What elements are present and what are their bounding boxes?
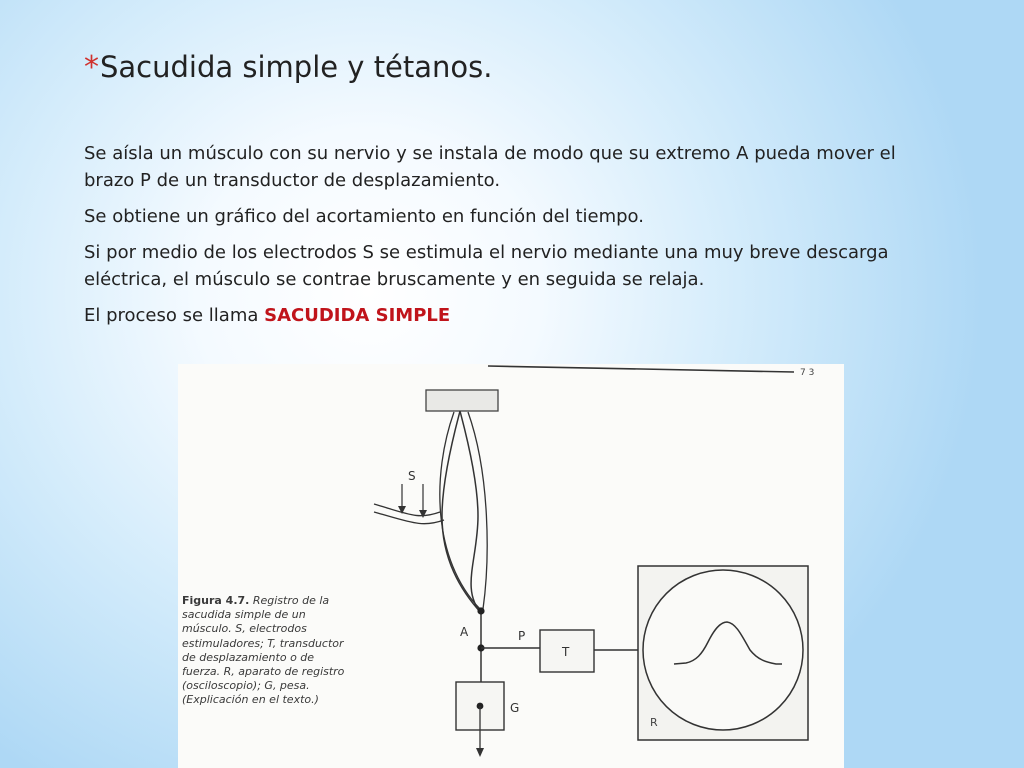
top-rule [488, 366, 794, 372]
label-p: P [518, 629, 526, 643]
slide-title [84, 50, 493, 85]
label-r: R [650, 716, 658, 729]
label-g: G [510, 701, 520, 715]
clamp-block [426, 390, 498, 411]
caption-text: Registro de la sacudida simple de un músculo. S, electrodos estimuladores; T, transductor de desplazamiento o de fuerza. R, aparato de registro (osciloscopio); G, pesa. (Explicación en el texto.) [182, 594, 345, 707]
paragraph-4-text: El proceso se llama [84, 305, 265, 326]
paragraph-1: Se aísla un músculo con su nervio y se instala de modo que su extremo A pueda mover el brazo P de un transductor de desplazamiento. [84, 143, 896, 191]
oscilloscope-screen [643, 570, 803, 730]
weight-arrow-icon [476, 748, 484, 757]
label-s: S [408, 469, 416, 483]
muscle-edge-left [440, 412, 480, 609]
body-text [84, 140, 914, 338]
label-a: A [460, 625, 469, 639]
corner-mark: 7 3 [800, 368, 815, 378]
figure-caption [182, 594, 348, 708]
sacudida-simple-emphasis: SACUDIDA SIMPLE [264, 305, 451, 326]
nerve-upper [374, 504, 440, 516]
caption-label: Figura 4.7. [182, 594, 250, 607]
paragraph-3: Si por medio de los electrodos S se estimula el nervio mediante una muy breve descarga eléctrica, el músculo se contrae bruscamente y en seguida se relaja. [84, 242, 889, 290]
electrode-2-arrow-icon [419, 510, 427, 518]
slide-title-text: Sacudida simple y tétanos. [100, 50, 493, 84]
title-bullet-icon: * [84, 50, 99, 85]
figure-4-7 [178, 364, 844, 768]
paragraph-4 [84, 302, 914, 329]
label-t: T [562, 645, 570, 659]
paragraph-2: Se obtiene un gráfico del acortamiento en función del tiempo. [84, 206, 644, 227]
muscle-end-dot [477, 607, 484, 614]
